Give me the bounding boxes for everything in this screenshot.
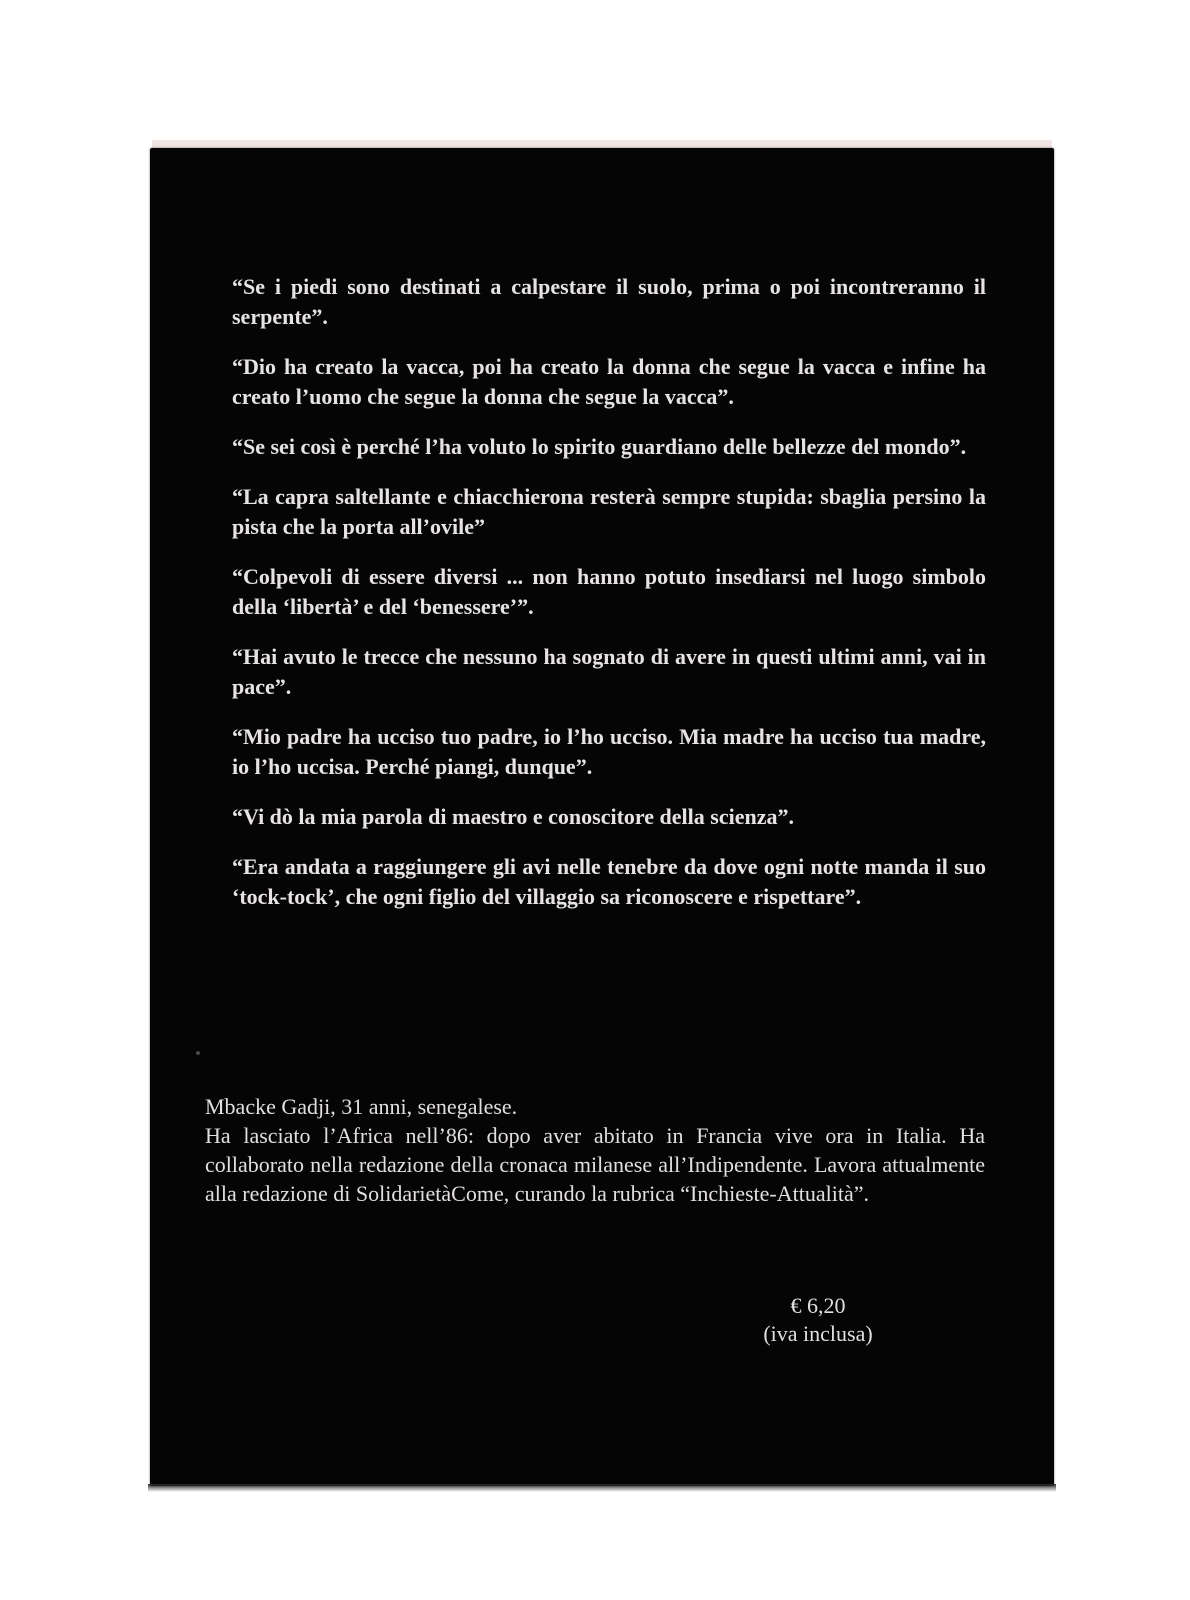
author-bio-text: Ha lasciato l’Africa nell’86: dopo aver abitato in Francia vive ora in Italia. Ha collaborato nella redazione della cronaca milanese all’Indipendente. Lavora attualmente alla redazione di SolidarietàCome, curando la rubrica “Inchieste-Attualità”.	[205, 1123, 985, 1206]
quote-5: “Colpevoli di essere diversi ... non hanno potuto insediarsi nel luogo simbolo della ‘libertà’ e del ‘benessere’”.	[232, 564, 986, 619]
author-bio-name-line: Mbacke Gadji, 31 anni, senegalese.	[205, 1094, 518, 1119]
dust-speck	[196, 1051, 200, 1055]
quote-9: “Era andata a raggiungere gli avi nelle tenebre da dove ogni notte manda il suo ‘tock-tock’, che ogni figlio del villaggio sa riconoscere e rispettare”.	[232, 854, 986, 909]
author-bio	[205, 1092, 985, 1208]
price-tax-note: (iva inclusa)	[763, 1321, 873, 1346]
quote-1: “Se i piedi sono destinati a calpestare il suolo, prima o poi incontreranno il serpente”.	[232, 274, 986, 329]
quotes-block	[232, 272, 986, 932]
book-shadow	[148, 1484, 1056, 1492]
quote-7: “Mio padre ha ucciso tuo padre, io l’ho ucciso. Mia madre ha ucciso tua madre, io l’ho uccisa. Perché piangi, dunque”.	[232, 724, 986, 779]
price-block	[738, 1292, 898, 1348]
price-amount: € 6,20	[790, 1293, 846, 1318]
quote-4: “La capra saltellante e chiacchierona resterà sempre stupida: sbaglia persino la pista che la porta all’ovile”	[232, 484, 986, 539]
quote-6: “Hai avuto le trecce che nessuno ha sognato di avere in questi ultimi anni, vai in pace”.	[232, 644, 986, 699]
quote-2: “Dio ha creato la vacca, poi ha creato la donna che segue la vacca e infine ha creato l’uomo che segue la donna che segue la vacca”.	[232, 354, 986, 409]
quote-8: “Vi dò la mia parola di maestro e conoscitore della scienza”.	[232, 804, 794, 829]
quote-3: “Se sei così è perché l’ha voluto lo spirito guardiano delle bellezze del mondo”.	[232, 434, 967, 459]
